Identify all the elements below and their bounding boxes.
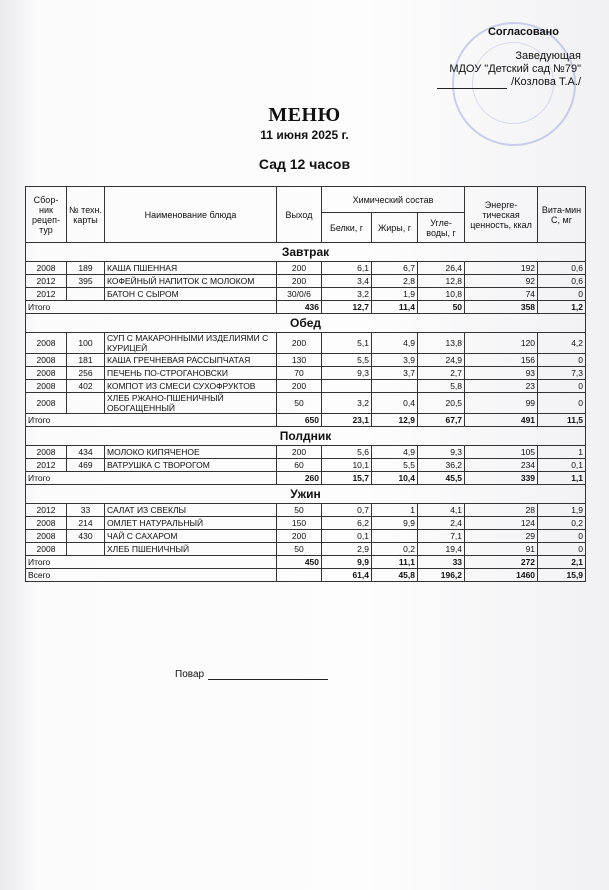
- cell-card: 430: [67, 530, 105, 543]
- cell-carbs: 12,8: [418, 275, 465, 288]
- cell-dish: ВАТРУШКА С ТВОРОГОМ: [105, 459, 277, 472]
- cell-dish: ХЛЕБ ПШЕНИЧНЫЙ: [105, 543, 277, 556]
- total-label: Итого: [26, 556, 277, 569]
- menu-date: 11 июня 2025 г.: [260, 128, 349, 142]
- total-row: [26, 472, 586, 485]
- cell-dish: КАША ПШЕННАЯ: [105, 262, 277, 275]
- cell-vitc: 0,6: [538, 262, 586, 275]
- cell-vitc: 0: [538, 354, 586, 367]
- cell-energy: 28: [465, 504, 538, 517]
- cell-output: 200: [277, 380, 322, 393]
- cook-label: Повар: [175, 669, 205, 680]
- cell-vitc: 7,3: [538, 367, 586, 380]
- total-output: 650: [277, 414, 322, 427]
- total-protein: 9,9: [322, 556, 372, 569]
- total-vitc: 1,2: [538, 301, 586, 314]
- header-vitc: Вита-мин С, мг: [538, 187, 586, 243]
- cell-carbs: 20,5: [418, 393, 465, 414]
- cell-carbs: 4,1: [418, 504, 465, 517]
- approval-block: [437, 26, 581, 89]
- cell-dish: ЧАЙ С САХАРОМ: [105, 530, 277, 543]
- cell-carbs: 9,3: [418, 446, 465, 459]
- cell-output: 130: [277, 354, 322, 367]
- section-header-row: [26, 314, 586, 333]
- cell-card: 434: [67, 446, 105, 459]
- cell-collection: 2012: [26, 504, 67, 517]
- total-carbs: 45,5: [418, 472, 465, 485]
- cell-card: 214: [67, 517, 105, 530]
- grand-total-protein: 61,4: [322, 569, 372, 582]
- header-fat: Жиры, г: [372, 213, 418, 243]
- total-label: Итого: [26, 301, 277, 314]
- cell-protein: 5,1: [322, 333, 372, 354]
- cell-energy: 29: [465, 530, 538, 543]
- cell-carbs: 13,8: [418, 333, 465, 354]
- grand-total-carbs: 196,2: [418, 569, 465, 582]
- cell-collection: 2008: [26, 393, 67, 414]
- cell-output: 200: [277, 275, 322, 288]
- cell-dish: МОЛОКО КИПЯЧЕНОЕ: [105, 446, 277, 459]
- cook-signature-line: [208, 668, 328, 680]
- total-fat: 10,4: [372, 472, 418, 485]
- cell-fat: 4,9: [372, 333, 418, 354]
- cell-carbs: 2,7: [418, 367, 465, 380]
- cell-output: 50: [277, 504, 322, 517]
- cell-collection: 2008: [26, 530, 67, 543]
- total-vitc: 2,1: [538, 556, 586, 569]
- cell-vitc: 0: [538, 393, 586, 414]
- cell-fat: [372, 380, 418, 393]
- cell-energy: 93: [465, 367, 538, 380]
- cell-fat: 6,7: [372, 262, 418, 275]
- table-row: [26, 459, 586, 472]
- header-collection: Сбор-ник рецеп-тур: [26, 187, 67, 243]
- cell-energy: 120: [465, 333, 538, 354]
- total-protein: 15,7: [322, 472, 372, 485]
- cook-signature: [175, 668, 328, 680]
- cell-energy: 23: [465, 380, 538, 393]
- total-fat: 11,4: [372, 301, 418, 314]
- cell-vitc: 0: [538, 530, 586, 543]
- table-row: [26, 530, 586, 543]
- cell-fat: 9,9: [372, 517, 418, 530]
- total-row: [26, 301, 586, 314]
- cell-output: 50: [277, 393, 322, 414]
- total-protein: 23,1: [322, 414, 372, 427]
- cell-carbs: 26,4: [418, 262, 465, 275]
- total-protein: 12,7: [322, 301, 372, 314]
- cell-output: 30/0/6: [277, 288, 322, 301]
- table-row: [26, 262, 586, 275]
- approval-position: Заведующая: [515, 50, 581, 62]
- cell-protein: 3,2: [322, 393, 372, 414]
- section-header-row: [26, 427, 586, 446]
- cell-card: 33: [67, 504, 105, 517]
- cell-protein: 3,2: [322, 288, 372, 301]
- cell-dish: ОМЛЕТ НАТУРАЛЬНЫЙ: [105, 517, 277, 530]
- cell-fat: 1: [372, 504, 418, 517]
- cell-dish: КОМПОТ ИЗ СМЕСИ СУХОФРУКТОВ: [105, 380, 277, 393]
- table-row: [26, 288, 586, 301]
- cell-card: 256: [67, 367, 105, 380]
- cell-fat: 4,9: [372, 446, 418, 459]
- table-row: [26, 380, 586, 393]
- grand-total-row: [26, 569, 586, 582]
- cell-collection: 2012: [26, 275, 67, 288]
- cell-vitc: 1: [538, 446, 586, 459]
- cell-fat: 2,8: [372, 275, 418, 288]
- cell-protein: 0,7: [322, 504, 372, 517]
- cell-carbs: 19,4: [418, 543, 465, 556]
- cell-dish: БАТОН С СЫРОМ: [105, 288, 277, 301]
- cell-carbs: 2,4: [418, 517, 465, 530]
- cell-vitc: 0,1: [538, 459, 586, 472]
- cell-output: 50: [277, 543, 322, 556]
- grand-total-fat: 45,8: [372, 569, 418, 582]
- cell-collection: 2008: [26, 517, 67, 530]
- cell-collection: 2012: [26, 459, 67, 472]
- header-card: № техн. карты: [67, 187, 105, 243]
- cell-collection: 2008: [26, 380, 67, 393]
- cell-output: 200: [277, 262, 322, 275]
- cell-collection: 2008: [26, 333, 67, 354]
- section-title: Завтрак: [26, 243, 586, 262]
- total-energy: 358: [465, 301, 538, 314]
- cell-vitc: 0: [538, 288, 586, 301]
- total-energy: 339: [465, 472, 538, 485]
- cell-collection: 2008: [26, 354, 67, 367]
- cell-card: 469: [67, 459, 105, 472]
- cell-protein: 3,4: [322, 275, 372, 288]
- total-vitc: 1,1: [538, 472, 586, 485]
- cell-dish: КОФЕЙНЫЙ НАПИТОК С МОЛОКОМ: [105, 275, 277, 288]
- cell-energy: 92: [465, 275, 538, 288]
- section-title: Ужин: [26, 485, 586, 504]
- menu-table: [25, 186, 586, 582]
- cell-protein: 5,6: [322, 446, 372, 459]
- cell-card: [67, 393, 105, 414]
- cell-collection: 2008: [26, 446, 67, 459]
- total-carbs: 50: [418, 301, 465, 314]
- total-output: 436: [277, 301, 322, 314]
- cell-card: [67, 288, 105, 301]
- cell-carbs: 7,1: [418, 530, 465, 543]
- cell-output: 200: [277, 333, 322, 354]
- cell-energy: 124: [465, 517, 538, 530]
- cell-output: 200: [277, 446, 322, 459]
- section-header-row: [26, 485, 586, 504]
- table-row: [26, 446, 586, 459]
- total-carbs: 33: [418, 556, 465, 569]
- total-row: [26, 414, 586, 427]
- total-fat: 12,9: [372, 414, 418, 427]
- cell-dish: САЛАТ ИЗ СВЕКЛЫ: [105, 504, 277, 517]
- cell-protein: 9,3: [322, 367, 372, 380]
- table-row: [26, 504, 586, 517]
- cell-collection: 2008: [26, 367, 67, 380]
- total-carbs: 67,7: [418, 414, 465, 427]
- section-title: Полдник: [26, 427, 586, 446]
- cell-energy: 91: [465, 543, 538, 556]
- menu-group: Сад 12 часов: [258, 156, 351, 172]
- cell-card: 189: [67, 262, 105, 275]
- section-title: Обед: [26, 314, 586, 333]
- cell-fat: 0,4: [372, 393, 418, 414]
- cell-dish: СУП С МАКАРОННЫМИ ИЗДЕЛИЯМИ С КУРИЦЕЙ: [105, 333, 277, 354]
- table-row: [26, 354, 586, 367]
- cell-protein: 5,5: [322, 354, 372, 367]
- total-row: [26, 556, 586, 569]
- grand-total-energy: 1460: [465, 569, 538, 582]
- cell-card: 100: [67, 333, 105, 354]
- cell-energy: 105: [465, 446, 538, 459]
- cell-fat: 1,9: [372, 288, 418, 301]
- total-fat: 11,1: [372, 556, 418, 569]
- table-row: [26, 393, 586, 414]
- cell-carbs: 24,9: [418, 354, 465, 367]
- cell-energy: 192: [465, 262, 538, 275]
- cell-collection: 2012: [26, 288, 67, 301]
- cell-card: [67, 543, 105, 556]
- cell-collection: 2008: [26, 262, 67, 275]
- total-label: Итого: [26, 472, 277, 485]
- cell-card: 395: [67, 275, 105, 288]
- cell-vitc: 0: [538, 380, 586, 393]
- cell-vitc: 0: [538, 543, 586, 556]
- cell-fat: 5,5: [372, 459, 418, 472]
- total-output: 260: [277, 472, 322, 485]
- cell-output: 60: [277, 459, 322, 472]
- table-row: [26, 275, 586, 288]
- menu-title: МЕНЮ: [268, 104, 341, 126]
- cell-energy: 74: [465, 288, 538, 301]
- cell-protein: 0,1: [322, 530, 372, 543]
- cell-vitc: 1,9: [538, 504, 586, 517]
- cell-carbs: 5,8: [418, 380, 465, 393]
- approval-name: /Козлова Т.А./: [511, 76, 581, 88]
- table-row: [26, 543, 586, 556]
- cell-card: 402: [67, 380, 105, 393]
- grand-total-vitc: 15,9: [538, 569, 586, 582]
- table-row: [26, 333, 586, 354]
- cell-collection: 2008: [26, 543, 67, 556]
- cell-fat: [372, 530, 418, 543]
- cell-protein: 6,1: [322, 262, 372, 275]
- total-vitc: 11,5: [538, 414, 586, 427]
- table-row: [26, 367, 586, 380]
- cell-energy: 99: [465, 393, 538, 414]
- grand-total-output: [277, 569, 322, 582]
- header-chem: Химический состав: [322, 187, 465, 213]
- cell-vitc: 4,2: [538, 333, 586, 354]
- cell-dish: ХЛЕБ РЖАНО-ПШЕНИЧНЫЙ ОБОГАЩЕННЫЙ: [105, 393, 277, 414]
- header-output: Выход: [277, 187, 322, 243]
- cell-fat: 3,9: [372, 354, 418, 367]
- cell-output: 70: [277, 367, 322, 380]
- cell-protein: 2,9: [322, 543, 372, 556]
- cell-fat: 3,7: [372, 367, 418, 380]
- header-energy: Энерге-тическая ценность, ккал: [465, 187, 538, 243]
- header-carbs: Угле-воды, г: [418, 213, 465, 243]
- cell-vitc: 0,2: [538, 517, 586, 530]
- cell-fat: 0,2: [372, 543, 418, 556]
- cell-output: 200: [277, 530, 322, 543]
- cell-vitc: 0,6: [538, 275, 586, 288]
- cell-carbs: 10,8: [418, 288, 465, 301]
- header-dish: Наименование блюда: [105, 187, 277, 243]
- header-protein: Белки, г: [322, 213, 372, 243]
- grand-total-label: Всего: [26, 569, 277, 582]
- total-label: Итого: [26, 414, 277, 427]
- cell-output: 150: [277, 517, 322, 530]
- section-header-row: [26, 243, 586, 262]
- cell-card: 181: [67, 354, 105, 367]
- total-energy: 491: [465, 414, 538, 427]
- table-row: [26, 517, 586, 530]
- cell-protein: [322, 380, 372, 393]
- total-output: 450: [277, 556, 322, 569]
- approval-heading: Согласовано: [487, 26, 559, 38]
- approval-organization: МДОУ "Детский сад №79": [449, 63, 581, 75]
- cell-energy: 156: [465, 354, 538, 367]
- director-signature-line: [437, 77, 507, 89]
- cell-dish: ПЕЧЕНЬ ПО-СТРОГАНОВСКИ: [105, 367, 277, 380]
- cell-carbs: 36,2: [418, 459, 465, 472]
- total-energy: 272: [465, 556, 538, 569]
- cell-protein: 6,2: [322, 517, 372, 530]
- cell-protein: 10,1: [322, 459, 372, 472]
- cell-dish: КАША ГРЕЧНЕВАЯ РАССЫПЧАТАЯ: [105, 354, 277, 367]
- cell-energy: 234: [465, 459, 538, 472]
